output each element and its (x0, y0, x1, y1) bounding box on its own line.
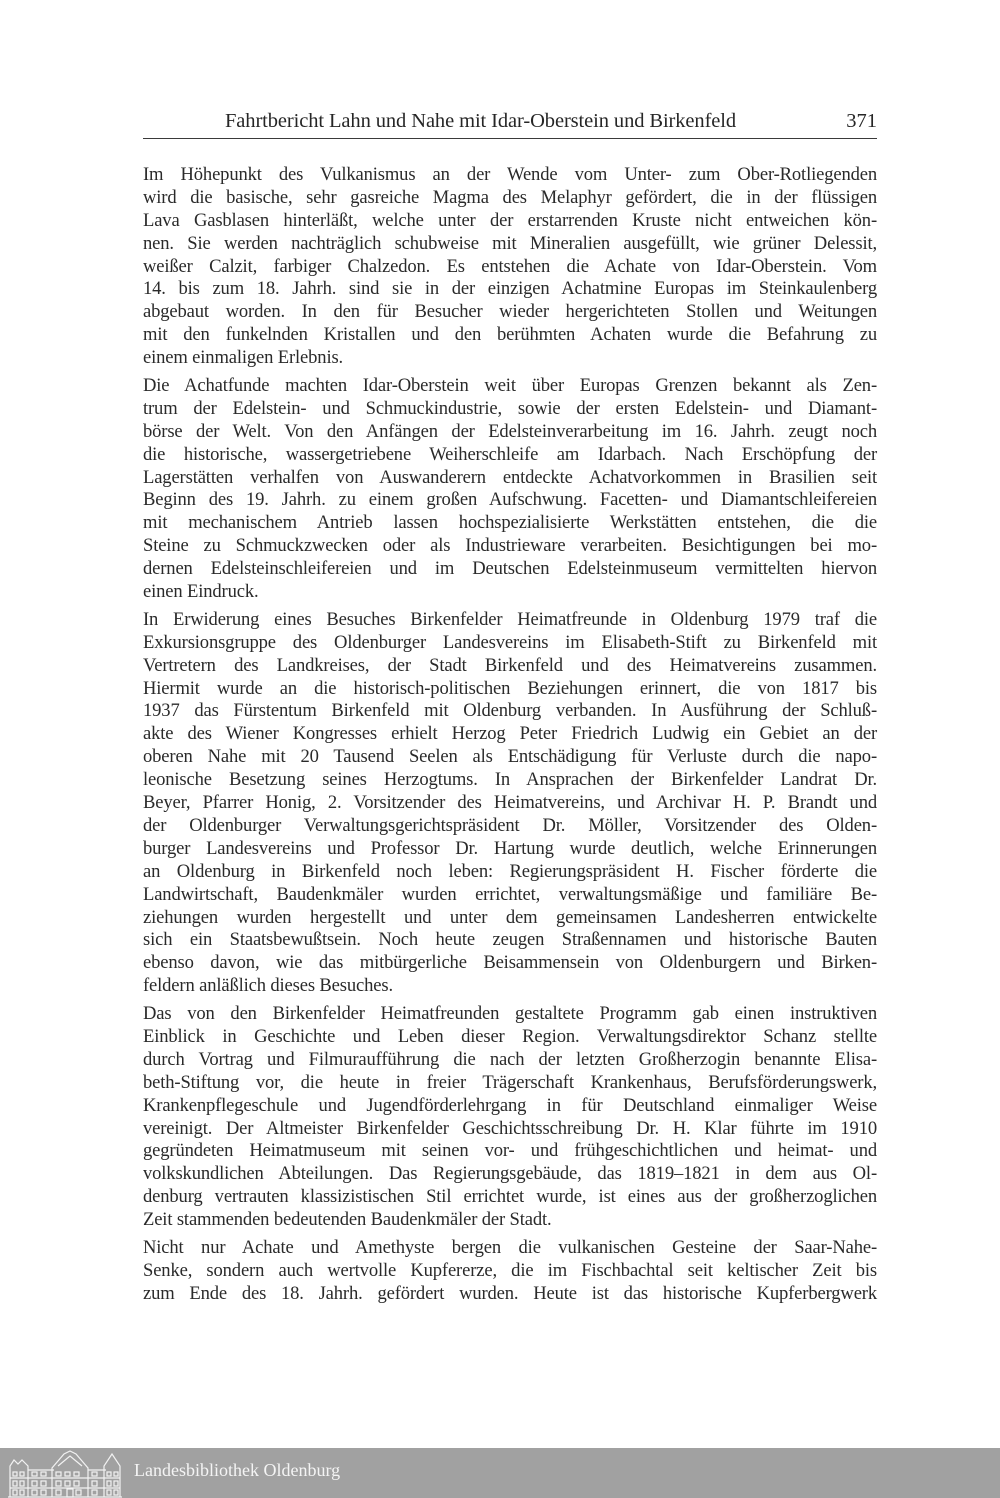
text-line: Einblick in Geschichte und Leben dieser Region. Verwaltungsdirektor Schanz stellte (143, 1025, 877, 1047)
text-line: trum der Edelstein- und Schmuckindustrie, sowie der ersten Edelstein- und Diamant- (143, 397, 877, 419)
text-line: börse der Welt. Von den Anfängen der Edelsteinverarbeitung im 16. Jahrh. zeugt noch (143, 420, 877, 442)
text-line: 1937 das Fürstentum Birkenfeld mit Oldenburg verbanden. In Ausführung der Schluß- (143, 700, 877, 722)
text-line: wird die basische, sehr gasreiche Magma des Melaphyr gefördert, die in der flüssigen (143, 186, 877, 208)
text-line: Vertretern des Landkreises, der Stadt Birkenfeld und des Heimatvereins zusammen. (143, 654, 877, 676)
text-line: burger Landesvereins und Professor Dr. Hartung wurde deutlich, welche Erinnerungen (143, 837, 877, 859)
text-line: Landwirtschaft, Baudenkmäler wurden errichtet, verwaltungsmäßige und familiäre Be- (143, 883, 877, 905)
text-line: Beyer, Pfarrer Honig, 2. Vorsitzender des Heimatvereins, und Archivar H. P. Brandt und (143, 792, 877, 814)
text-line: sich ein Staatsbewußtsein. Noch heute zeugen Straßennamen und historische Bauten (143, 929, 877, 951)
text-line: Die Achatfunde machten Idar-Oberstein weit über Europas Grenzen bekannt als Zen- (143, 375, 877, 397)
text-line: feldern anläßlich dieses Besuches. (143, 975, 393, 997)
text-line: Senke, sondern auch wertvolle Kupfererze, die im Fischbachtal seit keltischer Zeit bis (143, 1259, 877, 1281)
text-line: die historische, wassergetriebene Weiherschleife am Idarbach. Nach Erschöpfung der (143, 443, 877, 465)
text-line: volkskundlichen Abteilungen. Das Regierungsgebäude, das 1819–1821 in dem aus Ol- (143, 1163, 877, 1185)
text-line: gegründeten Heimatmuseum mit seinen vor- und frühgeschichtlichen und heimat- und (143, 1140, 877, 1162)
paragraph (143, 375, 877, 604)
text-line: leonische Besetzung seines Herzogtums. In Ansprachen der Birkenfelder Landrat Dr. (143, 769, 877, 791)
page-number: 371 (846, 110, 877, 132)
text-line: Lava Gasblasen hinterläßt, welche unter der erstarrenden Kruste nicht entweichen kön- (143, 209, 877, 231)
text-line: durch Vortrag und Filmuraufführung die nach der letzten Großherzogin benannte Elisa- (143, 1048, 877, 1070)
text-line: Lagerstätten verhalfen von Auswanderern entdeckte Achatvorkommen in Brasilien seit (143, 466, 877, 488)
text-line: Krankenpflegeschule und Jugendförderlehrgang in für Deutschland einmaliger Weise (143, 1094, 877, 1116)
text-line: einem einmaligen Erlebnis. (143, 347, 344, 369)
text-line: 14. bis zum 18. Jahrh. sind sie in der einzigen Achatmine Europas im Steinkaulenberg (143, 278, 877, 300)
body-text (143, 164, 877, 1311)
running-header (143, 106, 877, 139)
library-name: Landesbibliothek Oldenburg (134, 1460, 341, 1480)
text-line: Das von den Birkenfelder Heimatfreunden gestaltete Programm gab einen instruktiven (143, 1003, 877, 1025)
text-line: In Erwiderung eines Besuches Birkenfelder Heimatfreunde in Oldenburg 1979 traf die (143, 608, 877, 630)
text-line: Steine zu Schmuckzwecken oder als Industrieware verarbeiten. Besichtigungen bei mo- (143, 535, 877, 557)
text-line: Nicht nur Achate und Amethyste bergen die vulkanischen Gesteine der Saar-Nahe- (143, 1236, 877, 1258)
text-line: Im Höhepunkt des Vulkanismus an der Wende vom Unter- zum Ober-Rotliegenden (143, 164, 877, 185)
text-line: Exkursionsgruppe des Oldenburger Landesvereins im Elisabeth-Stift zu Birkenfeld mit (143, 631, 877, 653)
paragraph (143, 1003, 877, 1232)
text-line: dernen Edelsteinschleifereien und im Deutschen Edelsteinmuseum vermittelten hiervon (143, 558, 877, 580)
text-line: denburg vertrauten klassizistischen Stil errichtet wurde, ist eines aus der großherzoglichen (143, 1186, 877, 1208)
paragraph (143, 609, 877, 998)
text-line: Hiermit wurde an die historisch-politischen Beziehungen erinnert, die von 1817 bis (143, 677, 877, 699)
text-line: akte des Wiener Kongresses erhielt Herzog Peter Friedrich Ludwig ein Gebiet an der (143, 723, 877, 745)
text-line: mit mechanischem Antrieb lassen hochspezialisierte Werkstätten entstehen, die die (143, 512, 877, 534)
text-line: beth-Stiftung vor, die heute in freier Trägerschaft Krankenhaus, Berufsförderungswerk, (143, 1071, 877, 1093)
text-line: nen. Sie werden nachträglich schubweise mit Mineralien ausgefüllt, wie grüner Delessit, (143, 232, 877, 254)
text-line: Zeit stammenden bedeutenden Baudenkmäler der Stadt. (143, 1209, 552, 1231)
text-line: oberen Nahe mit 20 Tausend Seelen als Entschädigung für Verluste durch die napo- (143, 746, 877, 768)
text-line: der Oldenburger Verwaltungsgerichtspräsident Dr. Möller, Vorsitzender des Olden- (143, 814, 877, 836)
text-line: weißer Calzit, farbiger Chalzedon. Es entstehen die Achate von Idar-Oberstein. Vom (143, 255, 877, 277)
text-line: vereinigt. Der Altmeister Birkenfelder Geschichtsschreibung Dr. H. Klar führte im 1910 (143, 1117, 877, 1139)
text-line: einen Eindruck. (143, 581, 259, 603)
text-line: mit den funkelnden Kristallen und den berühmten Achaten wurde die Befahrung zu (143, 324, 877, 346)
text-line: ziehungen wurden hergestellt und unter dem gemeinsamen Landesherren entwickelte (143, 906, 877, 928)
footer-bar (0, 1448, 1000, 1498)
paragraph (143, 1237, 877, 1306)
text-line: abgebaut worden. In den für Besucher wieder hergerichteten Stollen und Weitungen (143, 301, 877, 323)
text-line: ebenso davon, wie das mitbürgerliche Beisammensein von Oldenburgern und Birken- (143, 952, 877, 974)
text-line: zum Ende des 18. Jahrh. gefördert wurden. Heute ist das historische Kupferbergwerk (143, 1282, 877, 1304)
text-line: Beginn des 19. Jahrh. zu einem großen Aufschwung. Facetten- und Diamantschleifereien (143, 489, 877, 511)
paragraph (143, 164, 877, 370)
text-line: an Oldenburg in Birkenfeld noch leben: Regierungspräsident H. Fischer förderte die (143, 860, 877, 882)
running-title: Fahrtbericht Lahn und Nahe mit Idar-Oberstein und Birkenfeld (225, 110, 737, 132)
library-building-icon (6, 1448, 124, 1498)
